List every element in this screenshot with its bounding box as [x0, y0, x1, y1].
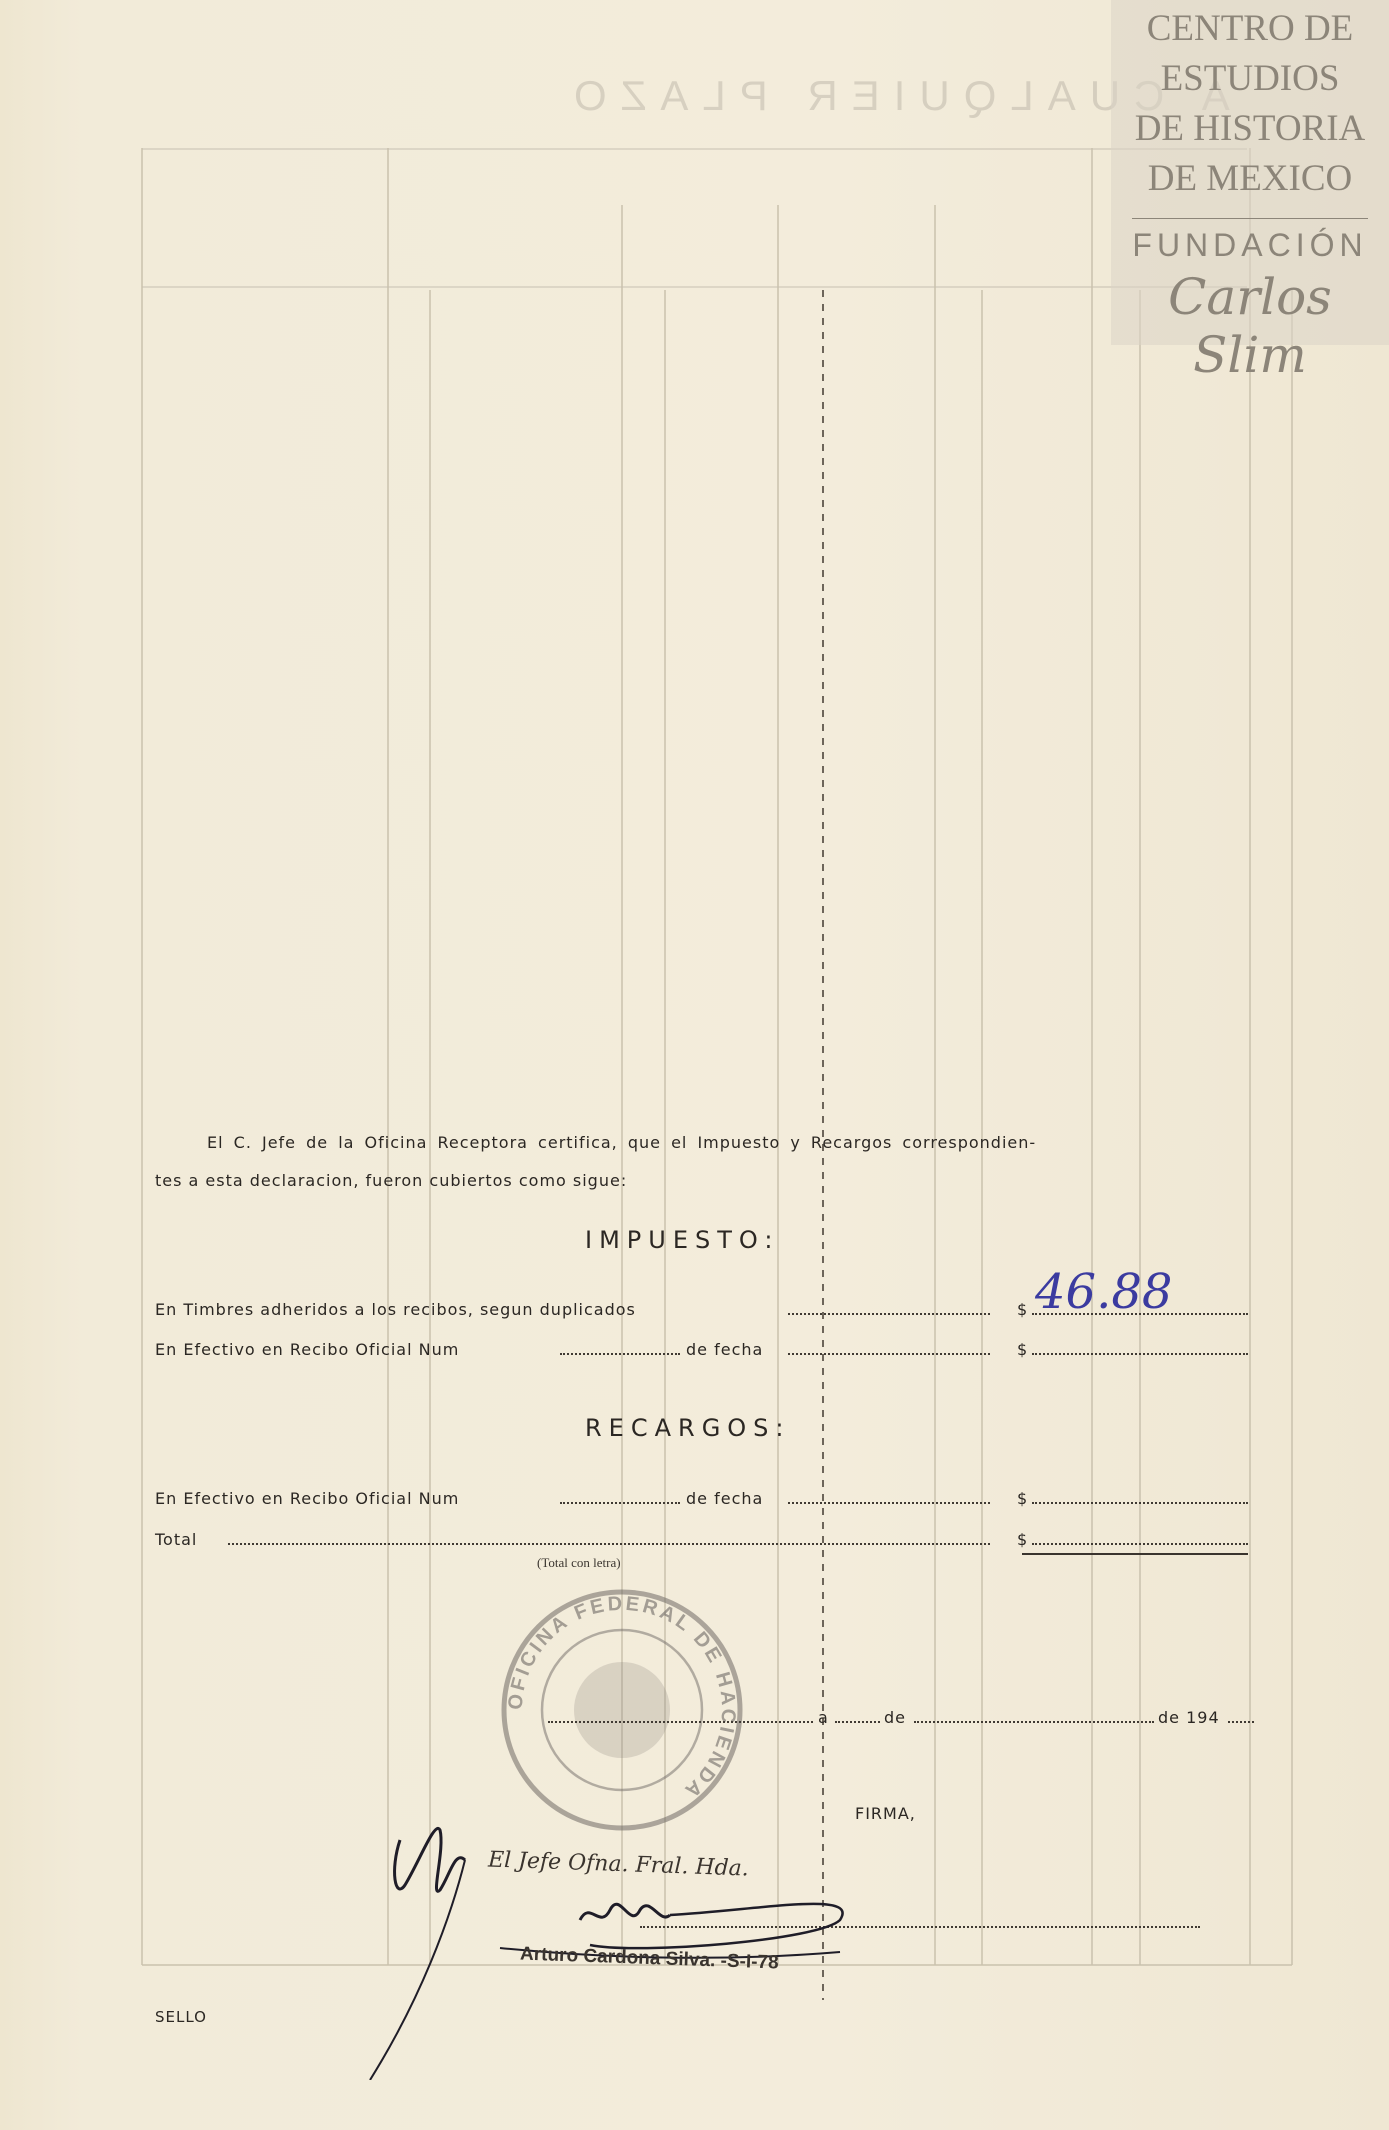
total-dotted-line	[228, 1542, 990, 1545]
archive-watermark	[1111, 0, 1389, 384]
total-row	[155, 1530, 197, 1554]
total-amount-line	[1032, 1542, 1248, 1545]
impuesto-fecha-line	[788, 1352, 990, 1355]
recargos-efectivo-amount-line	[1032, 1501, 1248, 1504]
impuesto-de-fecha-label: de fecha	[686, 1340, 764, 1359]
certification-text	[155, 1124, 1255, 1200]
watermark-divider	[1132, 218, 1368, 219]
watermark-line: CENTRO DE	[1146, 8, 1354, 49]
impuesto-heading: IMPUESTO:	[585, 1226, 780, 1254]
year-dotted-line	[1228, 1720, 1254, 1723]
recargos-efectivo-label: En Efectivo en Recibo Oficial Num	[155, 1489, 460, 1508]
timbres-label: En Timbres adheridos a los recibos, segun duplicados	[155, 1300, 636, 1319]
timbres-amount-handwritten: 46.88	[1035, 1264, 1173, 1320]
watermark-foundation: FUNDACIÓN	[1132, 227, 1368, 263]
recargos-heading: RECARGOS:	[585, 1414, 791, 1442]
watermark-line: DE MEXICO	[1147, 158, 1353, 199]
total-con-letra-note: (Total con letra)	[537, 1555, 621, 1570]
place-dotted-line	[548, 1720, 813, 1723]
firma-label: FIRMA,	[855, 1804, 916, 1823]
day-dotted-line	[835, 1720, 880, 1723]
total-currency: $	[1017, 1530, 1029, 1549]
bleed-rule	[142, 148, 1247, 150]
timbres-currency: $	[1017, 1300, 1029, 1319]
signature-name-stamp: Arturo Cardona Silva. -S-I-78	[519, 1943, 779, 1974]
total-underline	[1022, 1553, 1248, 1555]
impuesto-efectivo-currency: $	[1017, 1340, 1029, 1359]
timbres-row	[155, 1300, 636, 1324]
recargos-fecha-line	[788, 1501, 990, 1504]
recargos-de-fecha-label: de fecha	[686, 1489, 764, 1508]
stamp-text: OFICINA FEDERAL DE HACIENDA	[504, 1592, 740, 1804]
recargos-num-line	[560, 1501, 680, 1504]
impuesto-efectivo-row	[155, 1340, 459, 1364]
watermark-signature: Carlos Slim	[1168, 268, 1332, 384]
place-a-label: a	[818, 1708, 829, 1727]
impuesto-num-line	[560, 1352, 680, 1355]
total-label: Total	[155, 1530, 198, 1549]
certification-line-2: tes a esta declaracion, fueron cubiertos como sigue:	[155, 1171, 628, 1190]
month-dotted-line	[914, 1720, 1154, 1723]
handwritten-signature	[340, 1780, 900, 2080]
signature-title-stamp: El Jefe Ofna. Fral. Hda.	[487, 1847, 750, 1882]
watermark-line: ESTUDIOS	[1160, 58, 1340, 99]
impuesto-efectivo-amount-line	[1032, 1352, 1248, 1355]
certification-line-1: El C. Jefe de la Oficina Receptora certifica, que el Impuesto y Recargos correspondien-	[207, 1133, 1037, 1152]
place-de-label: de	[884, 1708, 906, 1727]
recargos-efectivo-currency: $	[1017, 1489, 1029, 1508]
sello-label: SELLO	[155, 2008, 207, 2026]
bleed-title: A CUALQUIER PLAZO	[560, 72, 1230, 119]
year-label: de 194	[1158, 1708, 1220, 1727]
bleed-rule	[142, 286, 1247, 288]
timbres-dotted-line	[788, 1312, 990, 1315]
impuesto-efectivo-label: En Efectivo en Recibo Oficial Num	[155, 1340, 460, 1359]
recargos-efectivo-row	[155, 1489, 459, 1513]
watermark-line: DE HISTORIA	[1134, 108, 1366, 149]
